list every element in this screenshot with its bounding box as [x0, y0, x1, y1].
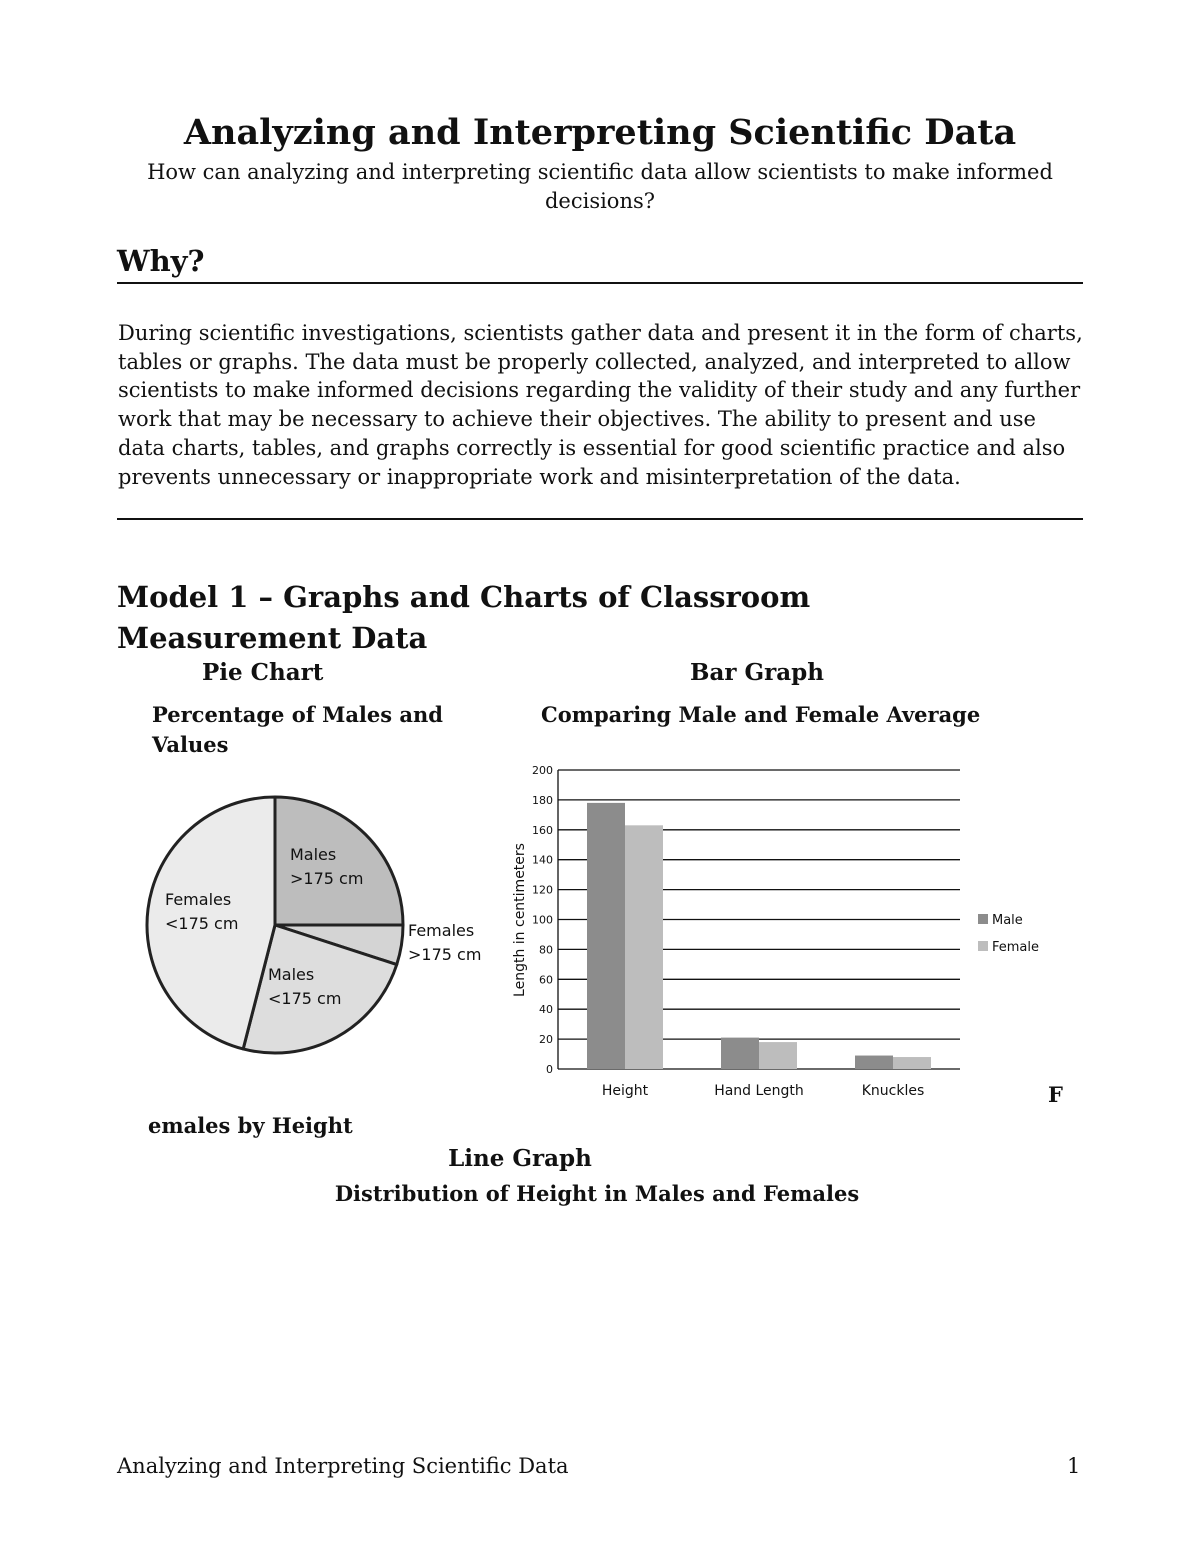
bar-y-tick-label: 160: [532, 823, 553, 837]
bar-y-tick-label: 140: [532, 853, 553, 867]
bar: [625, 825, 663, 1069]
legend-swatch: [978, 941, 988, 951]
footer-page-number: 1: [1067, 1454, 1081, 1478]
legend-label: Female: [992, 940, 1040, 955]
pie-chart: [130, 780, 490, 1070]
pie-slice-label: Females >175 cm: [408, 921, 482, 964]
bar-y-tick-label: 200: [532, 764, 553, 777]
bar-y-tick-label: 60: [539, 973, 553, 987]
pie-slice-label: Females <175 cm: [165, 890, 239, 933]
document-title: Analyzing and Interpreting Scientific Data: [183, 112, 1017, 153]
pie-chart-title: Percentage of Males and Values: [152, 702, 443, 757]
bar-graph-title: Comparing Male and Female Average: [541, 702, 981, 727]
bar: [721, 1038, 759, 1069]
bar-graph: [500, 760, 1060, 1110]
bar: [855, 1056, 893, 1069]
bar: [893, 1057, 931, 1069]
why-body-text: During scientific investigations, scientists gather data and present it in the form of charts, tables or graphs. The data must be properly collected, analyzed, and interpreted to allow scientists to make informed decisions regarding the validity of their study and any further work that may be necessary to achieve their objectives. The ability to present and use data charts, tables, and graphs correctly is essential for good scientific practice and also prevents unnecessary or inappropriate work and misinterpretation of the data.: [118, 321, 1083, 489]
bar-y-tick-label: 0: [546, 1063, 553, 1076]
pie-slice-label: Males >175 cm: [290, 845, 364, 888]
pie-slice-label: Males <175 cm: [268, 965, 342, 1008]
bar: [759, 1042, 797, 1069]
bar-y-tick-label: 40: [539, 1003, 553, 1017]
model1-heading: Model 1 – Graphs and Charts of Classroom Measurement Data: [117, 580, 811, 655]
bar-y-tick-label: 80: [539, 943, 553, 957]
why-heading: Why?: [117, 244, 205, 278]
footer-text: Analyzing and Interpreting Scientific Data: [117, 1454, 569, 1478]
line-graph-label: Line Graph: [448, 1145, 592, 1172]
pie-chart-title-continued: emales by Height: [148, 1113, 353, 1138]
bar-graph-title-continued: F: [1048, 1082, 1063, 1107]
bar-y-tick-label: 180: [532, 793, 553, 807]
line-graph-title: Distribution of Height in Males and Females: [334, 1181, 860, 1206]
pie-chart-label: Pie Chart: [202, 659, 324, 686]
bar-category-label: Height: [601, 1083, 649, 1099]
bar-y-axis-label: Length in centimeters: [512, 843, 528, 997]
legend-label: Male: [992, 913, 1023, 928]
bar: [587, 803, 625, 1069]
bar-category-label: Hand Length: [714, 1083, 804, 1099]
bar-y-tick-label: 100: [532, 913, 553, 927]
document-subtitle: How can analyzing and interpreting scientific data allow scientists to make informed decisions?: [147, 160, 1053, 213]
bar-y-tick-label: 20: [539, 1033, 553, 1047]
bar-y-tick-label: 120: [532, 883, 553, 897]
bar-category-label: Knuckles: [861, 1083, 925, 1099]
bar-graph-label: Bar Graph: [690, 659, 824, 686]
legend-swatch: [978, 914, 988, 924]
heading-rule: [117, 282, 1083, 284]
section-rule: [117, 518, 1083, 520]
